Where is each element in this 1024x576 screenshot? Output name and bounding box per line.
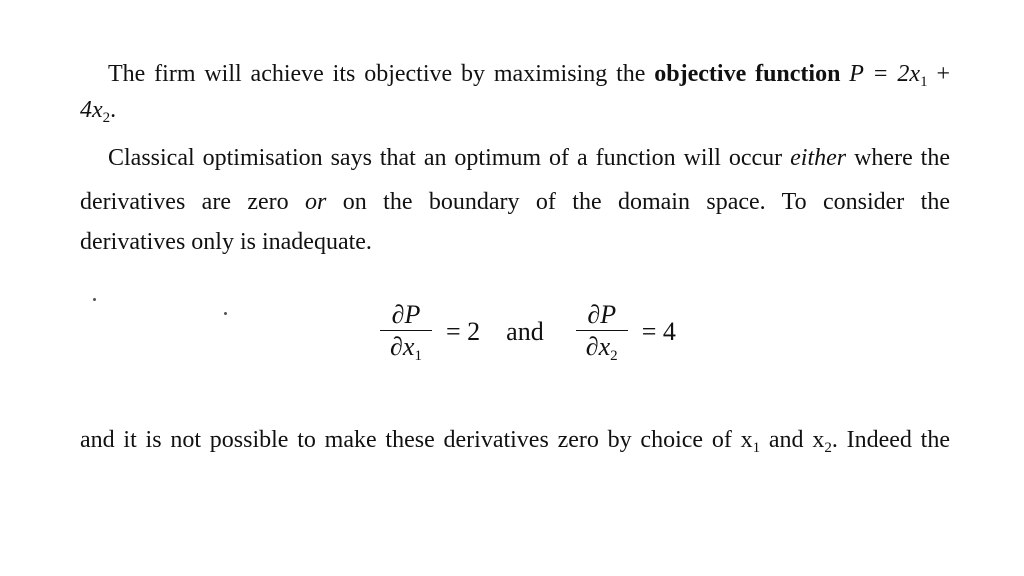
paragraph-2-line-3: [80, 228, 950, 256]
scan-speck: [224, 312, 227, 315]
text-run: The firm will achieve its objective by maximising the: [108, 61, 655, 87]
denominator-text: ∂x: [390, 332, 415, 361]
text-run: where the: [846, 145, 950, 171]
text-run: and x: [760, 427, 825, 453]
fraction-numerator: ∂P: [391, 300, 421, 329]
fraction-dp-dx2: [576, 300, 628, 363]
scan-speck: [93, 298, 96, 301]
subscript: 2: [824, 440, 832, 456]
text-run: +: [927, 61, 950, 87]
math-expression: 4x: [80, 97, 103, 123]
paragraph-2-line-2: [80, 188, 950, 216]
equation-rhs: = 4: [641, 316, 676, 346]
bold-term: objective function: [654, 61, 841, 87]
fraction-dp-dx1: [380, 300, 432, 363]
text-run: derivatives are zero: [80, 189, 306, 215]
text-run: on the boundary of the domain space. To consider the: [326, 189, 950, 215]
paragraph-1-line-2: [80, 96, 950, 124]
equation-rhs: = 2: [446, 316, 481, 346]
subscript: 1: [920, 74, 928, 90]
subscript: 1: [752, 440, 761, 456]
fraction-numerator: ∂P: [587, 300, 617, 329]
fraction-denominator: [384, 331, 428, 363]
text-run: . Indeed the: [831, 427, 951, 453]
paragraph-2-line-1: [108, 144, 950, 172]
math-expression: P = 2x: [840, 61, 921, 87]
text-run: derivatives only is inadequate.: [80, 229, 372, 255]
conjunction: and: [506, 316, 544, 346]
fraction-denominator: [580, 331, 624, 363]
subscript: 2: [610, 348, 618, 364]
denominator-text: ∂x: [585, 332, 611, 361]
emphasis: either: [790, 145, 847, 171]
subscript: 2: [102, 110, 111, 126]
emphasis: or: [305, 189, 327, 215]
text-run: .: [110, 97, 117, 123]
subscript: 1: [414, 348, 422, 364]
paragraph-1-line-1: [108, 60, 950, 88]
paragraph-3-line-1: [80, 426, 950, 454]
partial-derivative-equations: [380, 300, 676, 363]
text-run: Classical optimisation says that an optimum of a function will occur: [108, 145, 791, 171]
text-run: and it is not possible to make these derivatives zero by choice of x: [80, 427, 753, 453]
